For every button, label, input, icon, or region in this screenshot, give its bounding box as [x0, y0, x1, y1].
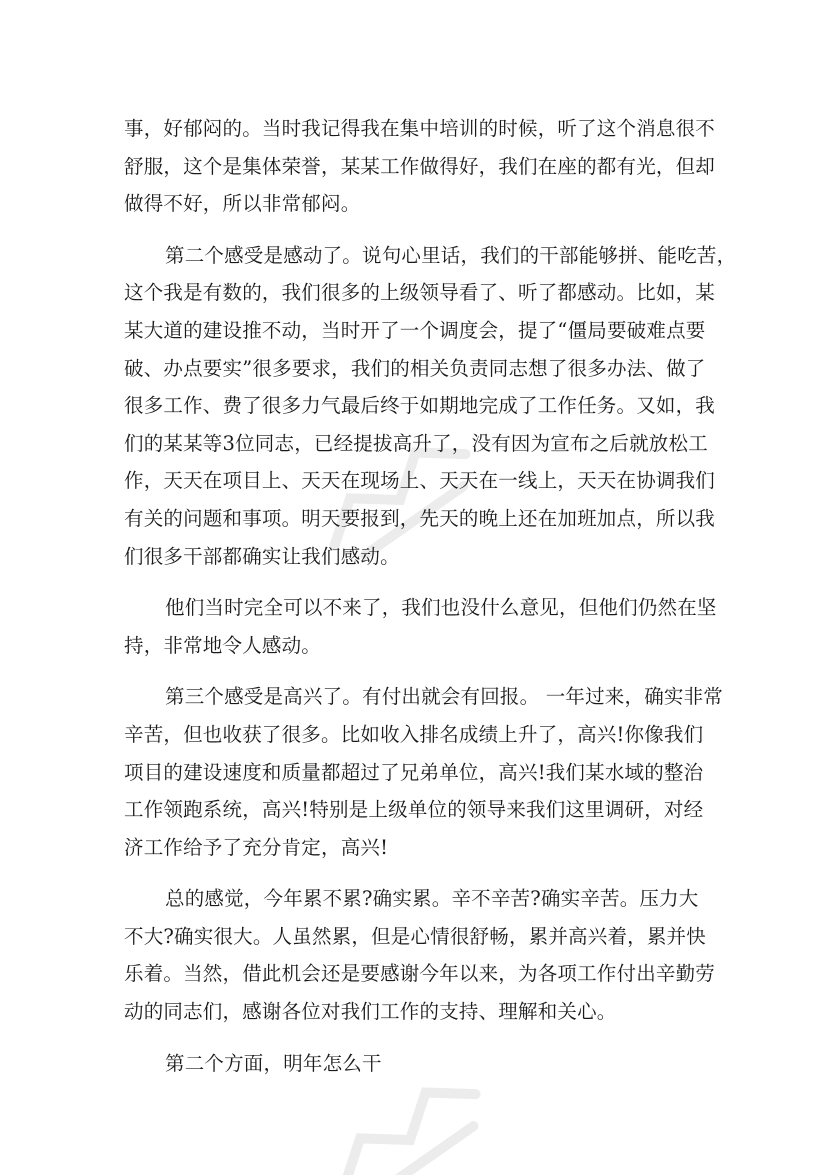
text-line: 不大?确实很大。人虽然累，但是心情很舒畅，累并高兴着，累并快 — [124, 924, 706, 948]
paragraph — [124, 678, 723, 866]
text-line: 某大道的建设推不动，当时开了一个调度会，提了“僵局要破难点要 — [124, 318, 706, 342]
text-line: 济工作给予了充分肯定，高兴! — [124, 835, 389, 859]
text-line: 们很多干部都确实让我们感动。 — [124, 544, 400, 568]
text-line: 舒服，这个是集体荣誉，某某工作做得好，我们在座的都有光，但却 — [124, 154, 716, 178]
text-line: 事，好郁闷的。当时我记得我在集中培训的时候，听了这个消息很不 — [124, 117, 716, 140]
text-line: 总的感觉，今年累不累?确实累。辛不辛苦?确实辛苦。压力大 — [165, 887, 699, 911]
text-line: 作，天天在项目上、天天在现场上、天天在一线上，天天在协调我们 — [124, 469, 716, 493]
text-line: 动的同志们，感谢各位对我们工作的支持、理解和关心。 — [124, 1000, 617, 1024]
text-line: 第三个感受是高兴了。有付出就会有回报。 一年过来，确实非常 — [165, 685, 723, 709]
text-line: 持，非常地令人感动。 — [124, 633, 322, 657]
paragraph — [124, 1045, 714, 1083]
text-line: 项目的建设速度和质量都超过了兄弟单位，高兴!我们某水域的整治 — [124, 760, 704, 784]
text-line: 这个我是有数的，我们很多的上级领导看了、听了都感动。比如，某 — [124, 281, 716, 305]
paragraph — [124, 110, 714, 223]
text-line: 有关的问题和事项。明天要报到，先天的晚上还在加班加点，所以我 — [124, 506, 716, 530]
text-line: 工作领跑系统，高兴!特别是上级单位的领导来我们这里调研，对经 — [124, 798, 704, 822]
text-line: 他们当时完全可以不来了，我们也没什么意见，但他们仍然在坚 — [165, 596, 717, 620]
text-line: 做得不好，所以非常郁闷。 — [124, 192, 361, 216]
text-line: 破、办点要实”很多要求，我们的相关负责同志想了很多办法、做了 — [124, 356, 706, 380]
text-line: 乐着。当然，借此机会还是要感谢今年以来，为各项工作付出辛勤劳 — [124, 962, 716, 986]
text-line: 第二个感受是感动了。说句心里话，我们的干部能够拼、能吃苦， — [165, 243, 737, 267]
paragraph — [124, 589, 717, 664]
text-line: 第二个方面，明年怎么干 — [165, 1051, 382, 1075]
paragraph — [124, 880, 714, 1030]
paragraph — [124, 237, 737, 575]
text-line: 很多工作、费了很多力气最后终于如期地完成了工作任务。又如，我 — [124, 394, 716, 418]
text-line: 辛苦，但也收获了很多。比如收入排名成绩上升了，高兴!你像我们 — [124, 722, 704, 746]
text-line: 们的某某等3位同志，已经提拔高升了，没有因为宣布之后就放松工 — [124, 431, 708, 455]
document-body — [124, 110, 737, 1096]
